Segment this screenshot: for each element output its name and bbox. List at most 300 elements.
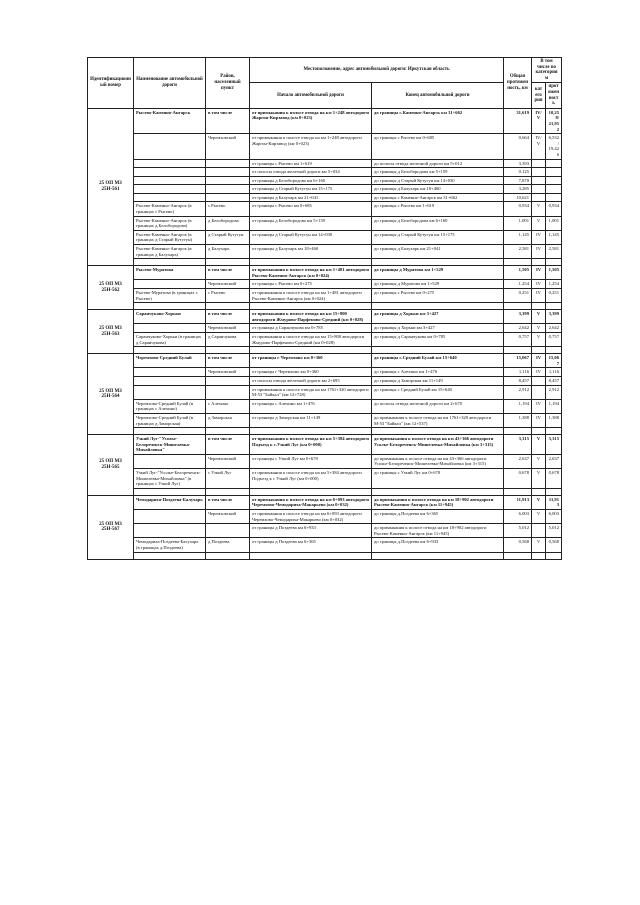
category-cell xyxy=(532,176,546,185)
empty-cell xyxy=(546,552,562,559)
table-row xyxy=(88,435,562,455)
total-length-cell: 3,399 xyxy=(504,310,532,324)
empty-cell xyxy=(504,488,532,495)
district-cell: д Саранчукова xyxy=(206,332,250,346)
start-cell: от границы д Заморская км 11+149 xyxy=(250,413,372,427)
district-cell xyxy=(206,193,250,202)
roads-table xyxy=(87,57,562,560)
category-cell: V xyxy=(532,332,546,346)
total-length-cell: 31,619 xyxy=(504,108,532,133)
group-spacer-row xyxy=(88,488,562,495)
table-row xyxy=(88,399,562,413)
table-row xyxy=(88,510,562,524)
table-row xyxy=(88,216,562,230)
id-column-header: Идентификационный номер xyxy=(88,58,134,109)
table-row xyxy=(88,413,562,427)
table-row xyxy=(88,176,562,185)
road-name-cell: Рысево-Каменно-Ангарск (в границах д Старый Кутугун) xyxy=(134,230,206,244)
total-length-cell: 2,912 xyxy=(504,385,532,399)
category-cell: IV xyxy=(532,413,546,427)
end-cell: до границы с Средний Булай км 15+640 xyxy=(372,385,504,399)
category-length-cell: 2,912 xyxy=(546,385,562,399)
start-cell: от границы д Поздеева км 6+933 xyxy=(250,524,372,538)
start-cell: от примыкания к полосе отвода на км 1+248 автодороги Жаргон-Кирзавод (км 0+023) xyxy=(250,134,372,159)
total-length-cell: 6,003 xyxy=(504,510,532,524)
empty-cell xyxy=(532,347,546,354)
empty-cell xyxy=(206,428,250,435)
table-row xyxy=(88,524,562,538)
table-row xyxy=(88,469,562,489)
total-length-cell: 10,621 xyxy=(504,193,532,202)
district-cell: в том числе xyxy=(206,435,250,455)
start-cell: от границы д Балухарь км 18+460 xyxy=(250,245,372,259)
end-cell: до примыкания к полосе отвода на км 1761+320 автодороги М-53 "Байкал" (км 12+537) xyxy=(372,413,504,427)
road-name-cell: Рысево-Муратова (в границах с Рысево) xyxy=(134,289,206,303)
end-cell: до границы д Старый Кутугун км 15+175 xyxy=(372,230,504,244)
total-length-cell: 5,012 xyxy=(504,524,532,538)
start-cell: от примыкания к полосе отвода на км 1+481 автодороги Рысево-Каменно-Ангарск (км 0+024) xyxy=(250,266,372,280)
start-column-header: Начало автомобильной дороги xyxy=(250,83,372,108)
total-length-cell: 3,315 xyxy=(504,435,532,455)
empty-cell xyxy=(372,347,504,354)
end-cell: до примыкания к полосе отвода на км 43+366 автодороги Усолье-Белореченск-Мишелевка-Михайловка (км 3+315) xyxy=(372,435,504,455)
end-cell: до границы д Хорьки км 3+427 xyxy=(372,324,504,333)
table-row xyxy=(88,266,562,280)
category-length-cell: 1,254 xyxy=(546,280,562,289)
end-cell: до границы с Узкий Луг км 0+678 xyxy=(372,469,504,489)
empty-cell xyxy=(532,428,546,435)
empty-cell xyxy=(134,259,206,266)
category-length-cell: 2,581 xyxy=(546,245,562,259)
road-name-cell xyxy=(134,510,206,524)
empty-cell xyxy=(134,303,206,310)
category-length-cell: 8,457 xyxy=(546,376,562,385)
empty-cell xyxy=(532,552,546,559)
start-cell: от границы с Алехино км 1+476 xyxy=(250,399,372,413)
start-cell: от примыкания к полосе отвода на км 1+481 автодороги Рысево-Каменно-Ангарск (км 0+024) xyxy=(250,289,372,303)
category-cell: IV xyxy=(532,399,546,413)
empty-cell xyxy=(546,347,562,354)
table-row xyxy=(88,168,562,177)
district-cell: с Рысево xyxy=(206,202,250,216)
empty-cell xyxy=(546,259,562,266)
table-row xyxy=(88,454,562,468)
start-cell: от полосы отвода железной дороги км 2+695 xyxy=(250,376,372,385)
group-spacer-row xyxy=(88,259,562,266)
empty-cell xyxy=(206,259,250,266)
length-column-header: протяженность xyxy=(546,83,562,108)
group-spacer-row xyxy=(88,347,562,354)
category-cell xyxy=(532,385,546,399)
district-cell: Черемховский xyxy=(206,134,250,159)
district-cell: д Поздеева xyxy=(206,538,250,552)
total-length-cell: 15,067 xyxy=(504,354,532,368)
category-length-cell xyxy=(546,193,562,202)
category-length-cell: 6,532/ 19,426 xyxy=(546,134,562,159)
road-name-cell xyxy=(134,454,206,468)
district-cell xyxy=(206,159,250,168)
road-name-cell xyxy=(134,324,206,333)
table-row xyxy=(88,280,562,289)
road-name-cell xyxy=(134,385,206,399)
empty-cell xyxy=(372,552,504,559)
category-cell xyxy=(532,524,546,538)
category-cell: V xyxy=(532,495,546,509)
road-name-cell xyxy=(134,376,206,385)
start-cell: от границы г Черемхово км 0+360 xyxy=(250,368,372,377)
district-cell: с Алехино xyxy=(206,399,250,413)
category-cell: IV/V xyxy=(532,108,546,133)
empty-cell xyxy=(372,488,504,495)
empty-cell xyxy=(504,347,532,354)
district-cell: в том числе xyxy=(206,266,250,280)
category-cell xyxy=(532,168,546,177)
start-cell: от границы д Белобородова км 5+159 xyxy=(250,216,372,230)
category-cell: IV xyxy=(532,354,546,368)
category-column-header: категория xyxy=(532,83,546,108)
category-length-cell xyxy=(546,159,562,168)
road-name-cell xyxy=(134,159,206,168)
district-cell xyxy=(206,168,250,177)
empty-cell xyxy=(546,488,562,495)
road-name-cell: Рысево-Каменно-Ангарск (в границах д.Белобородова) xyxy=(134,216,206,230)
start-cell: от примыкания к полосе отвода на км 5+384 автодороги Подъезд к с Узкий Луг (км 0+000) xyxy=(250,469,372,489)
start-cell: от примыкания к полосе отвода на км 15+800 автодороги Жмурово-Парфеново-Средний (км 0+028) xyxy=(250,332,372,346)
table-row xyxy=(88,385,562,399)
table-row xyxy=(88,332,562,346)
category-length-cell: 0,251 xyxy=(546,289,562,303)
end-column-header: Конец автомобильной дороги xyxy=(372,83,504,108)
table-header xyxy=(88,58,562,109)
road-name-cell: Рысево-Каменно-Ангарск (в границах д Балухарь) xyxy=(134,245,206,259)
category-cell xyxy=(532,159,546,168)
road-name-cell: Черемхово-Средний Булай xyxy=(134,354,206,368)
category-length-cell: 1,145 xyxy=(546,230,562,244)
road-id-cell: 25 ОП МЗ 25Н-565 xyxy=(88,435,134,496)
end-cell: до границы д Балухарь км 18+460 xyxy=(372,185,504,194)
start-cell: от границы с Узкий Луг км 0+678 xyxy=(250,454,372,468)
total-length-cell: 11,913 xyxy=(504,495,532,509)
road-name-cell: Саранчуково-Хорьки (в границах д Саранчукова) xyxy=(134,332,206,346)
category-length-cell: 6,003 xyxy=(546,510,562,524)
category-cell: V xyxy=(532,538,546,552)
start-cell: от границы д Белобородова км 6+160 xyxy=(250,176,372,185)
group-spacer-row xyxy=(88,552,562,559)
district-cell: д Заморская xyxy=(206,413,250,427)
empty-cell xyxy=(250,347,372,354)
empty-cell xyxy=(504,303,532,310)
end-cell: до границы с.Каменно-Ангарск км 31+662 xyxy=(372,108,504,133)
end-cell: до границы д Муратова км 1+529 xyxy=(372,280,504,289)
category-cell: V xyxy=(532,454,546,468)
road-name-cell xyxy=(134,168,206,177)
category-length-cell: 0,757 xyxy=(546,332,562,346)
total-length-cell: 1,194 xyxy=(504,399,532,413)
start-cell: от примыкания к полосе отвода на км 5+384 автодороги Подъезд к с.Узкий Луг (км 0+000) xyxy=(250,435,372,455)
district-cell: в том числе xyxy=(206,495,250,509)
category-length-cell: 3,315 xyxy=(546,435,562,455)
empty-cell xyxy=(532,303,546,310)
empty-cell xyxy=(504,552,532,559)
table-row xyxy=(88,324,562,333)
road-name-cell: Рысево-Каменно-Ангарск xyxy=(134,108,206,133)
start-cell: от границы с Рысево км 0+275 xyxy=(250,280,372,289)
category-cell: IV/V xyxy=(532,134,546,159)
total-length-cell: 2,637 xyxy=(504,454,532,468)
district-cell: д Старый Кутугун xyxy=(206,230,250,244)
table-row xyxy=(88,185,562,194)
end-cell: до границы д Саранчукова км 0+785 xyxy=(372,332,504,346)
empty-cell xyxy=(250,488,372,495)
start-cell: от границы д Старый Кутугун км 15+175 xyxy=(250,185,372,194)
total-length-cell: 0,757 xyxy=(504,332,532,346)
category-length-cell: 0,568 xyxy=(546,538,562,552)
start-cell: от границы д Поздеева км 6+365 xyxy=(250,538,372,552)
total-length-cell: 2,642 xyxy=(504,324,532,333)
total-length-cell: 0,678 xyxy=(504,469,532,489)
road-id-cell: 25 ОП МЗ 25Н-561 xyxy=(88,108,134,265)
district-column-header: Район, населенный пункт xyxy=(206,58,250,109)
district-cell: Черемховский xyxy=(206,454,250,468)
empty-cell xyxy=(250,428,372,435)
district-cell xyxy=(206,524,250,538)
category-length-cell xyxy=(546,168,562,177)
category-length-cell xyxy=(546,176,562,185)
end-cell: до примыкания к полосе отвода на км 43+366 автодороги Усолье-Белореченск-Мишелевка-Михайловка (км 3+315) xyxy=(372,454,504,468)
start-cell: от примыкания к полосе отвода на км 6+093 автодороги Черемхово-Чемодариха-Макарьево (км 0+032) xyxy=(250,495,372,509)
end-cell: до границы д Балухарь км 21+041 xyxy=(372,245,504,259)
category-cell: V xyxy=(532,435,546,455)
end-cell: до границы д.Поздеева км 6+365 xyxy=(372,510,504,524)
end-cell: до границы д Старый Кутугун км 14+030 xyxy=(372,176,504,185)
roads-register-page xyxy=(87,57,561,560)
district-cell: с Рысево xyxy=(206,289,250,303)
category-cell: V xyxy=(532,469,546,489)
location-column-header: Местоположение, адрес автомобильной дороги: Иркутская область xyxy=(250,58,504,83)
table-row xyxy=(88,368,562,377)
road-name-cell: Узкий Луг-"Усолье-Белореченск-Мишелевка-Михайловка" (в границах с Узкий Луг) xyxy=(134,469,206,489)
start-cell: от примыкания к полосе отвода на км 6+093 автодороги Черемхово-Чемодариха-Макарьево (км 0+032) xyxy=(250,510,372,524)
start-cell: от границы с Рысево км 1+619 xyxy=(250,159,372,168)
total-length-cell: 2,581 xyxy=(504,245,532,259)
by-category-column-header: В том числе по категориям xyxy=(532,58,562,83)
road-name-cell: Чемодариха-Поздеева-Балухарь (в границах д.Поздеева) xyxy=(134,538,206,552)
category-length-cell: 1,116 xyxy=(546,368,562,377)
road-name-cell xyxy=(134,185,206,194)
category-length-cell: 3,399 xyxy=(546,310,562,324)
start-cell: от границы д Старый Кутугун км 14+030 xyxy=(250,230,372,244)
end-cell: до границы с Рысево км 0+685 xyxy=(372,134,504,159)
road-name-cell: Узкий Луг-"Усолье-Белореченск-Мишелевка-Михайловка" xyxy=(134,435,206,455)
total-length-cell: 1,388 xyxy=(504,413,532,427)
district-cell: Черемховский xyxy=(206,324,250,333)
category-length-cell: 2,637 xyxy=(546,454,562,468)
end-cell: до границы с.Средний Булай км 15+640 xyxy=(372,354,504,368)
district-cell: Черемховский xyxy=(206,510,250,524)
category-cell xyxy=(532,185,546,194)
road-name-cell xyxy=(134,280,206,289)
end-cell: до примыкания к полосе отвода на км 18+902 автодороги Рысево-Каменно-Ангарск (км 11+945) xyxy=(372,495,504,509)
road-id-cell: 25 ОП МЗ 25Н-562 xyxy=(88,266,134,310)
start-cell: от границы д Балухарь км 21+041 xyxy=(250,193,372,202)
start-cell: от примыкания к полосе отвода на км 1761+320 автодороги М-53 "Байкал" (км 12+728) xyxy=(250,385,372,399)
category-cell: IV xyxy=(532,230,546,244)
empty-cell xyxy=(372,259,504,266)
category-cell: IV xyxy=(532,245,546,259)
total-length-cell: 0,125 xyxy=(504,168,532,177)
end-cell: до границы д Хорьки км 3+427 xyxy=(372,310,504,324)
category-length-cell: 15,067 xyxy=(546,354,562,368)
road-id-cell: 25 ОП МЗ 25Н-567 xyxy=(88,495,134,559)
district-cell: с Узкий Луг xyxy=(206,469,250,489)
end-cell: до границы с Каменно-Ангарск км 31+662 xyxy=(372,193,504,202)
total-length-cell: 8,457 xyxy=(504,376,532,385)
end-cell: до границы д Муратова км 1+529 xyxy=(372,266,504,280)
table-row xyxy=(88,202,562,216)
total-length-cell: 1,254 xyxy=(504,280,532,289)
empty-cell xyxy=(134,428,206,435)
end-cell: до границы д.Поздеева км 6+933 xyxy=(372,538,504,552)
district-cell: в том числе xyxy=(206,354,250,368)
empty-cell xyxy=(504,259,532,266)
category-cell: IV xyxy=(532,280,546,289)
category-length-cell: 11,913 xyxy=(546,495,562,509)
road-id-cell: 25 ОП МЗ 25Н-563 xyxy=(88,310,134,354)
total-length-cell: 1,116 xyxy=(504,368,532,377)
start-cell: от примыкания к полосе отвода на км 1+248 автодороги Жаргон-Кирзавод (км 0+023) xyxy=(250,108,372,133)
start-cell: от полосы отвода железной дороги км 5+034 xyxy=(250,168,372,177)
district-cell: д Балухарь xyxy=(206,245,250,259)
total-length-cell: 1,145 xyxy=(504,230,532,244)
total-length-cell: 7,870 xyxy=(504,176,532,185)
group-spacer-row xyxy=(88,428,562,435)
category-length-cell: 1,001 xyxy=(546,216,562,230)
start-cell: от примыкания к полосе отвода на км 15+800 автодороги Жмурово-Парфеново-Средний (км 0+028) xyxy=(250,310,372,324)
end-cell: до границы д Белобородова км 5+159 xyxy=(372,168,504,177)
district-cell: в том числе xyxy=(206,310,250,324)
empty-cell xyxy=(372,303,504,310)
start-cell: от границы д Саранчукова км 0+785 xyxy=(250,324,372,333)
table-row xyxy=(88,108,562,133)
district-cell xyxy=(206,176,250,185)
end-cell: до границы с Алехино км 1+476 xyxy=(372,368,504,377)
end-cell: до полосы отвода железной дороги км 5+012 xyxy=(372,159,504,168)
empty-cell xyxy=(250,552,372,559)
district-cell: д Белобородова xyxy=(206,216,250,230)
total-length-cell: 3,285 xyxy=(504,185,532,194)
category-cell: IV xyxy=(532,289,546,303)
total-length-cell: 0,934 xyxy=(504,202,532,216)
end-cell: до границы с Рысево км 1+619 xyxy=(372,202,504,216)
road-name-cell xyxy=(134,368,206,377)
end-cell: до границы д Белобородова км 6+160 xyxy=(372,216,504,230)
table-row xyxy=(88,134,562,159)
end-cell: до границы с Рысево км 0+275 xyxy=(372,289,504,303)
road-name-cell: Рысево-Муратова xyxy=(134,266,206,280)
table-row xyxy=(88,159,562,168)
total-length-column-header: Общая протяженность, км xyxy=(504,58,532,109)
table-row xyxy=(88,230,562,244)
empty-cell xyxy=(532,488,546,495)
category-cell: V xyxy=(532,310,546,324)
category-length-cell: 1,194 xyxy=(546,399,562,413)
table-row xyxy=(88,245,562,259)
empty-cell xyxy=(250,303,372,310)
total-length-cell: 0,664 xyxy=(504,134,532,159)
table-row xyxy=(88,538,562,552)
empty-cell xyxy=(206,552,250,559)
road-name-cell: Черемхово-Средний Булай (в границах д Заморская) xyxy=(134,413,206,427)
category-length-cell: 0,678 xyxy=(546,469,562,489)
road-name-cell xyxy=(134,193,206,202)
road-name-cell: Рысево-Каменно-Ангарск (в границах с Рысево) xyxy=(134,202,206,216)
empty-cell xyxy=(134,488,206,495)
start-cell: от границы г Черемхово км 0+360 xyxy=(250,354,372,368)
road-name-cell xyxy=(134,524,206,538)
category-cell: IV xyxy=(532,368,546,377)
empty-cell xyxy=(134,552,206,559)
empty-cell xyxy=(206,347,250,354)
empty-cell xyxy=(504,428,532,435)
category-cell: V xyxy=(532,510,546,524)
empty-cell xyxy=(546,428,562,435)
category-length-cell: 1,388 xyxy=(546,413,562,427)
district-cell xyxy=(206,185,250,194)
category-length-cell: 5,012 xyxy=(546,524,562,538)
start-cell: от границы с Рысево км 0+685 xyxy=(250,202,372,216)
district-cell: Черемховский xyxy=(206,280,250,289)
district-cell: в том числе xyxy=(206,108,250,133)
category-cell: V xyxy=(532,202,546,216)
district-cell: Черемховский xyxy=(206,368,250,377)
total-length-cell: 3,393 xyxy=(504,159,532,168)
end-cell: до границы д Заморская км 11+149 xyxy=(372,376,504,385)
table-body xyxy=(88,108,562,559)
end-cell: до полосы отвода железной дороги км 2+670 xyxy=(372,399,504,413)
name-column-header: Наименование автомобильной дороги xyxy=(134,58,206,109)
road-name-cell xyxy=(134,134,206,159)
category-cell: V xyxy=(532,324,546,333)
road-id-cell: 25 ОП МЗ 25Н-564 xyxy=(88,354,134,435)
group-spacer-row xyxy=(88,303,562,310)
district-cell xyxy=(206,385,250,399)
total-length-cell: 1,505 xyxy=(504,266,532,280)
category-cell: IV xyxy=(532,266,546,280)
road-name-cell xyxy=(134,176,206,185)
empty-cell xyxy=(372,428,504,435)
table-row xyxy=(88,310,562,324)
road-name-cell: Черемхово-Средний Булай (в границах с Алехино) xyxy=(134,399,206,413)
category-length-cell: 1,505 xyxy=(546,266,562,280)
end-cell: до примыкания к полосе отвода на км 18+902 автодороги Рысево-Каменно-Ангарск (км 11+945) xyxy=(372,524,504,538)
category-length-cell: 2,642 xyxy=(546,324,562,333)
table-row xyxy=(88,289,562,303)
total-length-cell: 1,001 xyxy=(504,216,532,230)
category-length-cell: 10,258/ 21,952 xyxy=(546,108,562,133)
category-cell xyxy=(532,376,546,385)
table-row xyxy=(88,193,562,202)
table-row xyxy=(88,376,562,385)
empty-cell xyxy=(532,259,546,266)
empty-cell xyxy=(134,347,206,354)
category-length-cell xyxy=(546,185,562,194)
road-name-cell: Чемодариха-Поздеева-Балухарь xyxy=(134,495,206,509)
empty-cell xyxy=(206,303,250,310)
total-length-cell: 0,568 xyxy=(504,538,532,552)
road-name-cell: Саранчуково-Хорьки xyxy=(134,310,206,324)
table-row xyxy=(88,495,562,509)
empty-cell xyxy=(546,303,562,310)
